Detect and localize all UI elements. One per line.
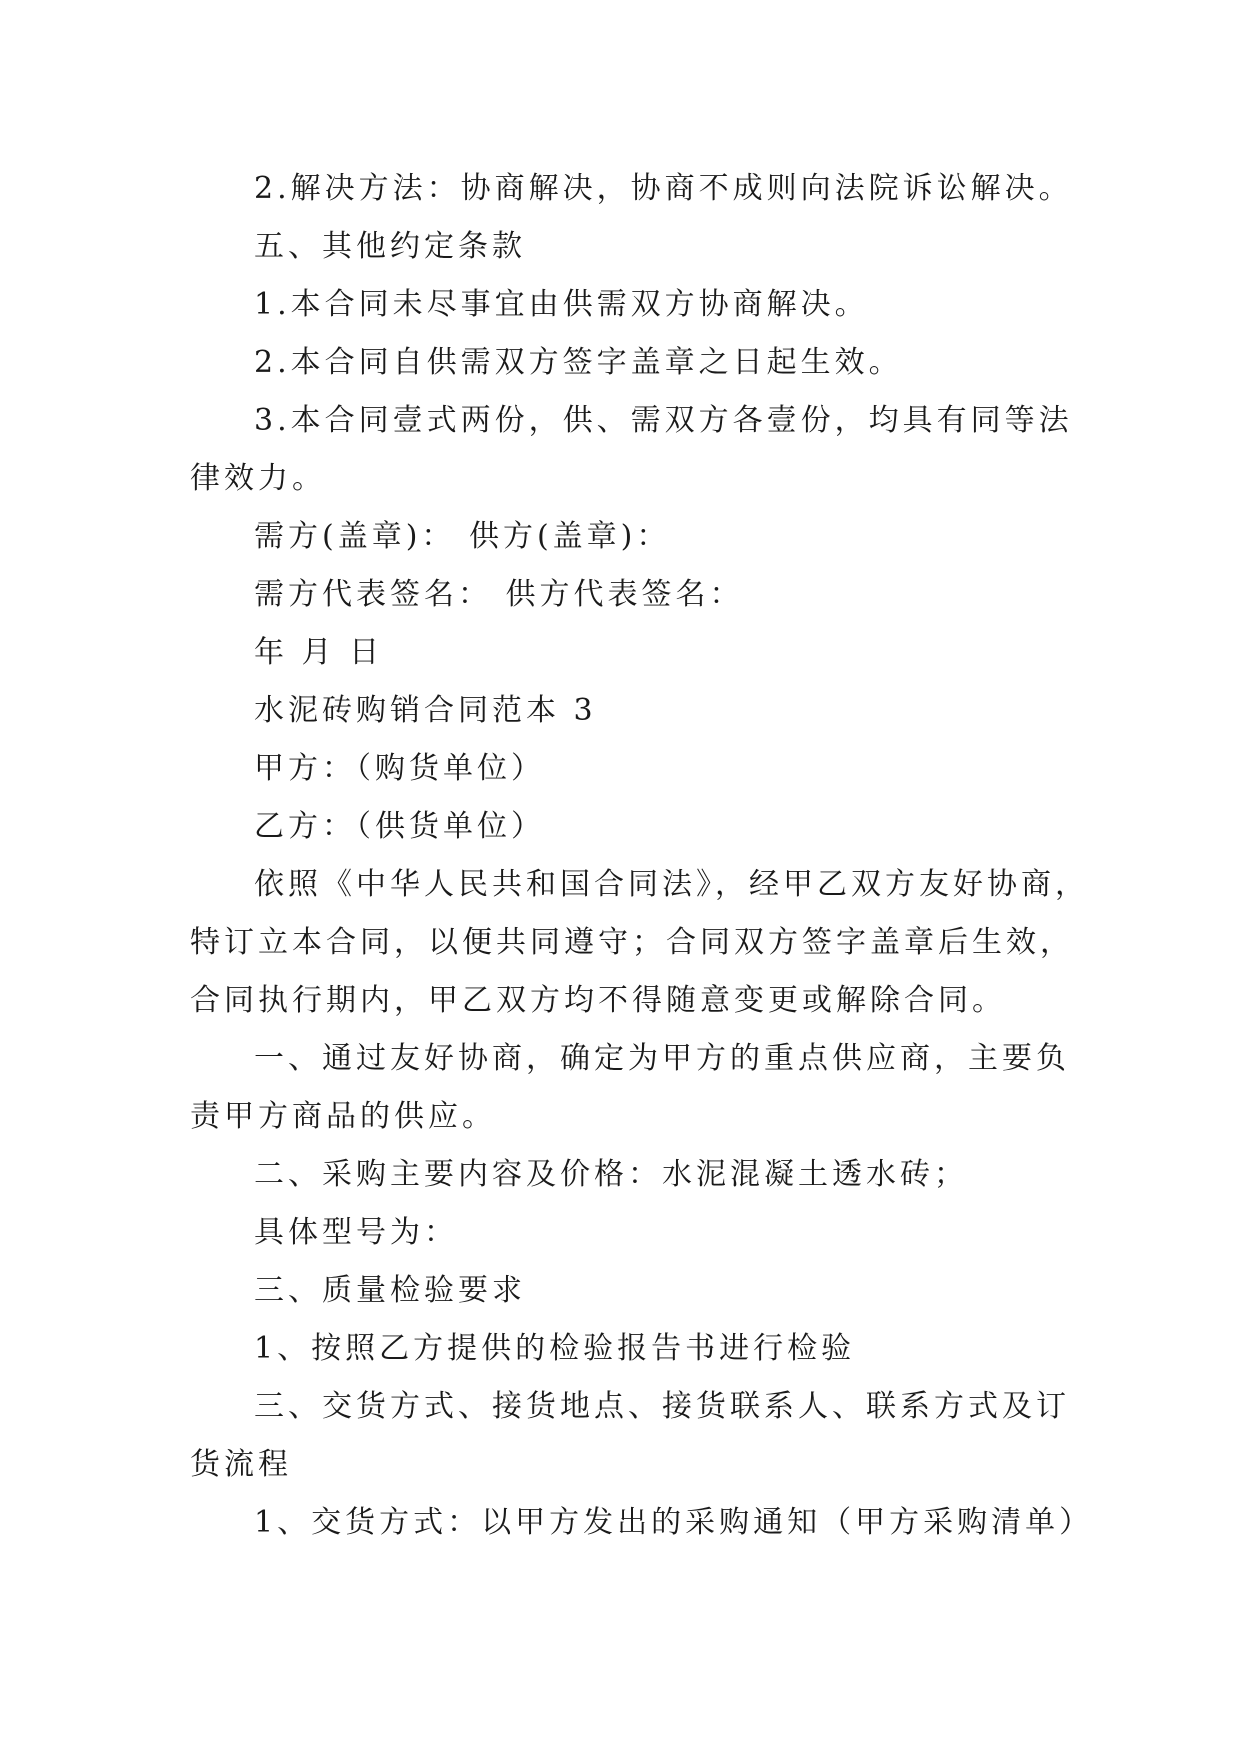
party-a-line: 甲方：（购货单位）: [254, 751, 545, 786]
section-heading: 一、通过友好协商，确定为甲方的重点供应商，主要负: [254, 1041, 1070, 1076]
text-line: 合同执行期内，甲乙双方均不得随意变更或解除合同。: [190, 983, 1006, 1018]
text-line: 货流程: [190, 1447, 292, 1482]
text-line: 3.本合同壹式两份，供、需双方各壹份，均具有同等法: [254, 403, 1073, 438]
section-heading: 五、其他约定条款: [254, 229, 526, 264]
document-page: [190, 160, 1094, 1552]
text-line: 2.本合同自供需双方签字盖章之日起生效。: [254, 345, 903, 380]
text-line: 2.解决方法：协商解决，协商不成则向法院诉讼解决。: [254, 171, 1073, 206]
section-heading: 二、采购主要内容及价格：水泥混凝土透水砖；: [254, 1157, 968, 1192]
text-line: 1.本合同未尽事宜由供需双方协商解决。: [254, 287, 869, 322]
text-line: 律效力。: [190, 461, 326, 496]
text-line: 依照《中华人民共和国合同法》，经甲乙双方友好协商，: [254, 867, 1089, 902]
seal-line: 需方(盖章)： 供方(盖章)：: [254, 519, 671, 554]
contract-title: 水泥砖购销合同范本 3: [254, 693, 597, 728]
text-line: 特订立本合同，以便共同遵守；合同双方签字盖章后生效，: [190, 925, 1074, 960]
section-heading: 三、质量检验要求: [254, 1273, 526, 1308]
party-b-line: 乙方：（供货单位）: [254, 809, 545, 844]
text-line: 责甲方商品的供应。: [190, 1099, 496, 1134]
text-line: 1、按照乙方提供的检验报告书进行检验: [254, 1331, 856, 1366]
text-line: 具体型号为：: [254, 1215, 458, 1250]
text-line: 1、交货方式：以甲方发出的采购通知（甲方采购清单）: [254, 1505, 1094, 1540]
section-heading: 三、交货方式、接货地点、接货联系人、联系方式及订: [254, 1389, 1070, 1424]
date-line: 年 月 日: [254, 635, 384, 670]
signature-line: 需方代表签名： 供方代表签名：: [254, 577, 744, 612]
